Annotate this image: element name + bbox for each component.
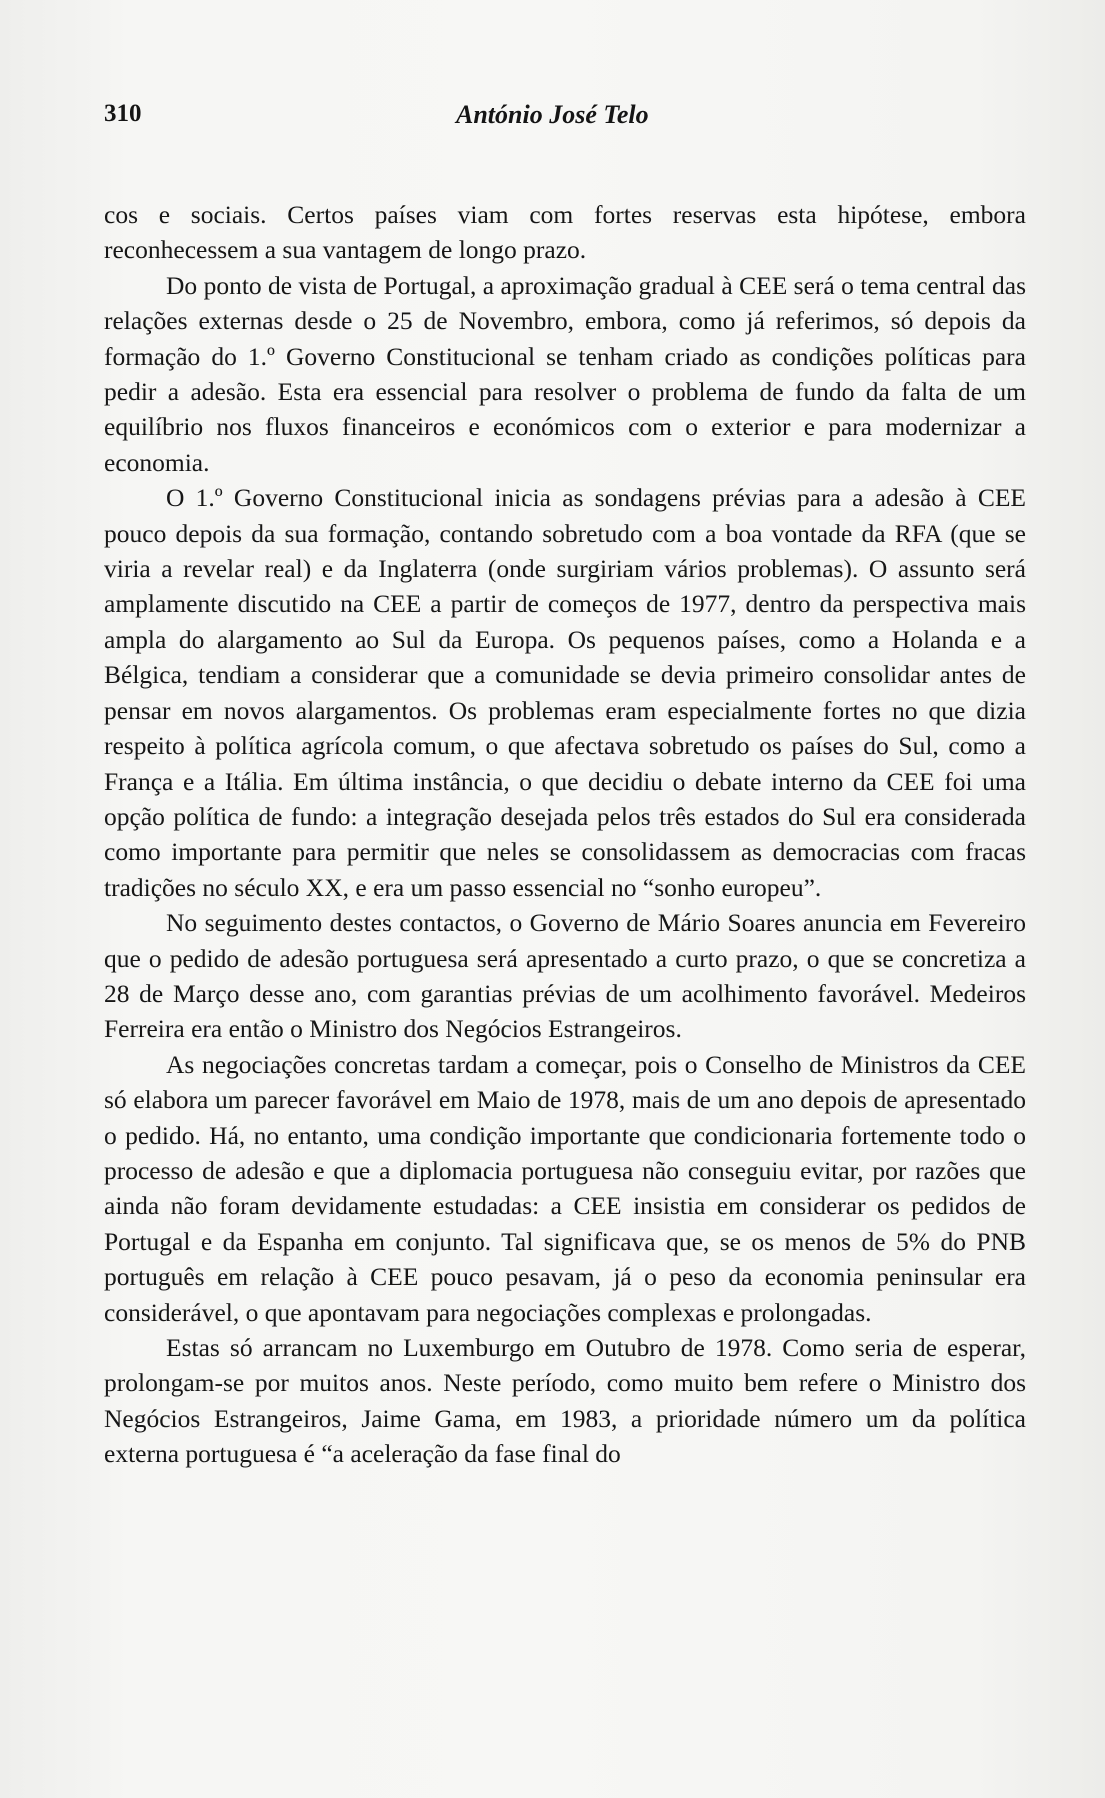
page-number: 310 — [104, 100, 142, 127]
paragraph: No seguimento destes contactos, o Governo de Mário Soares anuncia em Fevereiro que o pedido de adesão portuguesa será apresentado a curto prazo, o que se concretiza a 28 de Março desse ano, com garantias prévias de um acolhimento favorável. Medeiros Ferreira era então o Ministro dos Negócios Estrangeiros. — [104, 908, 1026, 1044]
body-text — [104, 197, 1026, 1472]
page-header — [104, 100, 994, 140]
paragraph: Estas só arrancam no Luxemburgo em Outubro de 1978. Como seria de esperar, prolongam-se por muitos anos. Neste período, como muito bem refere o Ministro dos Negócios Estrangeiros, Jaime Gama, em 1983, a prioridade número um da política externa portuguesa é “a aceleração da fase final do — [104, 1333, 1026, 1469]
paragraph: O 1.º Governo Constitucional inicia as sondagens prévias para a adesão à CEE pouco depois da sua formação, contando sobretudo com a boa vontade da RFA (que se viria a revelar real) e da Inglaterra (onde surgiriam vários problemas). O assunto será amplamente discutido na CEE a partir de começos de 1977, dentro da perspectiva mais ampla do alargamento ao Sul da Europa. Os pequenos países, como a Holanda e a Bélgica, tendiam a considerar que a comunidade se devia primeiro consolidar antes de pensar em novos alargamentos. Os problemas eram especialmente fortes no que dizia respeito à política agrícola comum, o que afectava sobretudo os países do Sul, como a França e a Itália. Em última instância, o que decidiu o debate interno da CEE foi uma opção política de fundo: a integração desejada pelos três estados do Sul era considerada como importante para permitir que neles se consolidassem as democracias com fracas tradições no século XX, e era um passo essencial no “sonho europeu”. — [104, 483, 1026, 902]
paragraph: Do ponto de vista de Portugal, a aproximação gradual à CEE será o tema central das relações externas desde o 25 de Novembro, embora, como já referimos, só depois da formação do 1.º Governo Constitucional se tenham criado as condições políticas para pedir a adesão. Esta era essencial para resolver o problema de fundo da falta de um equilíbrio nos fluxos financeiros e económicos com o exterior e para modernizar a economia. — [104, 270, 1026, 477]
paragraph: cos e sociais. Certos países viam com fortes reservas esta hipótese, embora reconhecessem a sua vantagem de longo prazo. — [104, 200, 1026, 265]
paragraph: As negociações concretas tardam a começar, pois o Conselho de Ministros da CEE só elabora um parecer favorável em Maio de 1978, mais de um ano depois de apresentado o pedido. Há, no entanto, uma condição importante que condicionaria fortemente todo o processo de adesão e que a diplomacia portuguesa não conseguiu evitar, por razões que ainda não foram devidamente estudadas: a CEE insistia em considerar os pedidos de Portugal e da Espanha em conjunto. Tal significava que, se os menos de 5% do PNB português em relação à CEE pouco pesavam, já o peso da economia peninsular era considerável, o que apontavam para negociações complexas e prolongadas. — [104, 1049, 1026, 1327]
running-head-author: António José Telo — [456, 100, 649, 129]
